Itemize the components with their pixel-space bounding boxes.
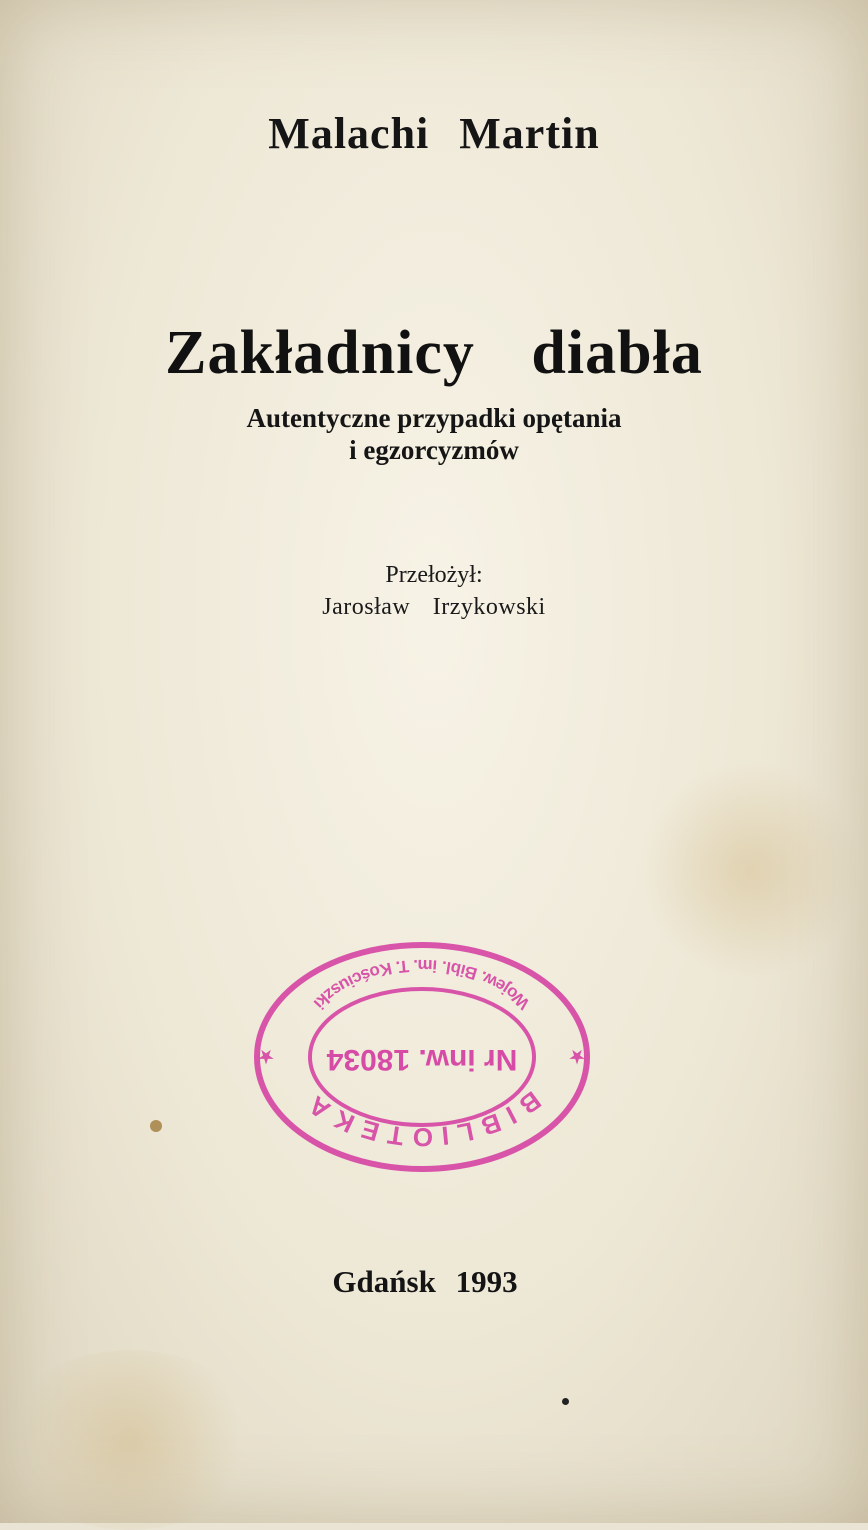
stamp-number: Nr inw. 18034 <box>326 1043 518 1076</box>
library-stamp <box>245 932 600 1182</box>
stamp-star-left: ★ <box>568 1045 586 1067</box>
stamp-star-right: ★ <box>257 1045 275 1067</box>
paper-stain <box>640 760 860 980</box>
place-and-year: Gdańsk 1993 <box>332 1264 518 1299</box>
translator-label: Przełożył: <box>385 562 483 588</box>
stamp-bottom-text: Wojew. Bibl. im. T. Kościuszki <box>309 955 534 1014</box>
ink-dot <box>562 1398 569 1405</box>
translator-name: Jarosław Irzykowski <box>322 594 546 620</box>
subtitle-line-2: i egzorcyzmów <box>349 435 519 465</box>
paper-stain <box>0 1350 260 1530</box>
book-title: Zakładnicy diabła <box>165 319 703 387</box>
book-subtitle <box>0 402 868 466</box>
author-name: Malachi Martin <box>268 109 600 158</box>
subtitle-line-1: Autentyczne przypadki opętania <box>246 403 622 433</box>
stamp-outer-text: BIBLIOTEKA <box>296 1085 547 1153</box>
paper-speck <box>150 1120 162 1132</box>
